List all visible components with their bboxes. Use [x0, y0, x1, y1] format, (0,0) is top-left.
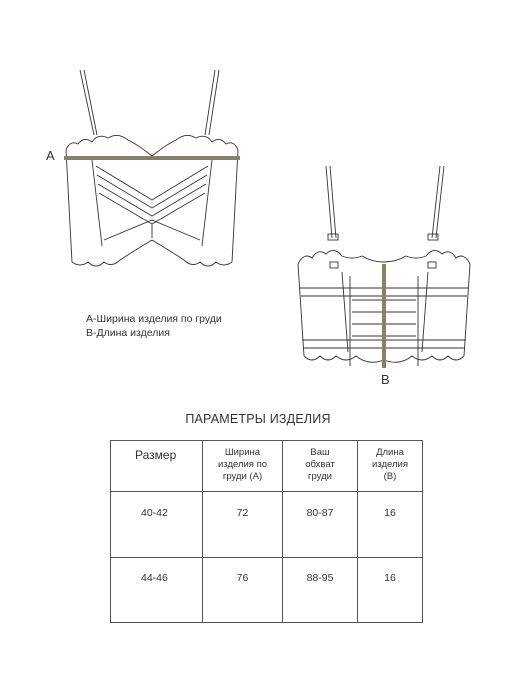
front-view-sketch — [66, 70, 238, 266]
size-table — [110, 440, 423, 623]
table-cell: 76 — [203, 558, 283, 623]
legend-b: В-Длина изделия — [86, 327, 170, 339]
measure-line-a — [64, 156, 240, 160]
table-row — [111, 492, 423, 558]
header-cell: Ваш обхват груди — [283, 441, 358, 492]
label-b: B — [381, 372, 390, 387]
header-cell: Ширина изделия по груди (А) — [203, 441, 283, 492]
table-cell: 88-95 — [283, 558, 358, 623]
table-cell: 80-87 — [283, 492, 358, 558]
measure-line-b — [382, 264, 386, 368]
label-a: A — [46, 148, 55, 163]
legend — [86, 312, 222, 340]
table-row — [111, 558, 423, 623]
header-cell: Размер — [111, 441, 203, 492]
back-view-sketch — [298, 166, 470, 368]
table-cell: 40-42 — [111, 492, 203, 558]
table-cell: 72 — [203, 492, 283, 558]
header-cell: Длина изделия (В) — [358, 441, 423, 492]
table-cell: 44-46 — [111, 558, 203, 623]
legend-a: А-Ширина изделия по груди — [86, 313, 222, 325]
table-cell: 16 — [358, 492, 423, 558]
section-title: ПАРАМЕТРЫ ИЗДЕЛИЯ — [185, 412, 331, 426]
table-header-row — [111, 441, 423, 492]
table-cell: 16 — [358, 558, 423, 623]
